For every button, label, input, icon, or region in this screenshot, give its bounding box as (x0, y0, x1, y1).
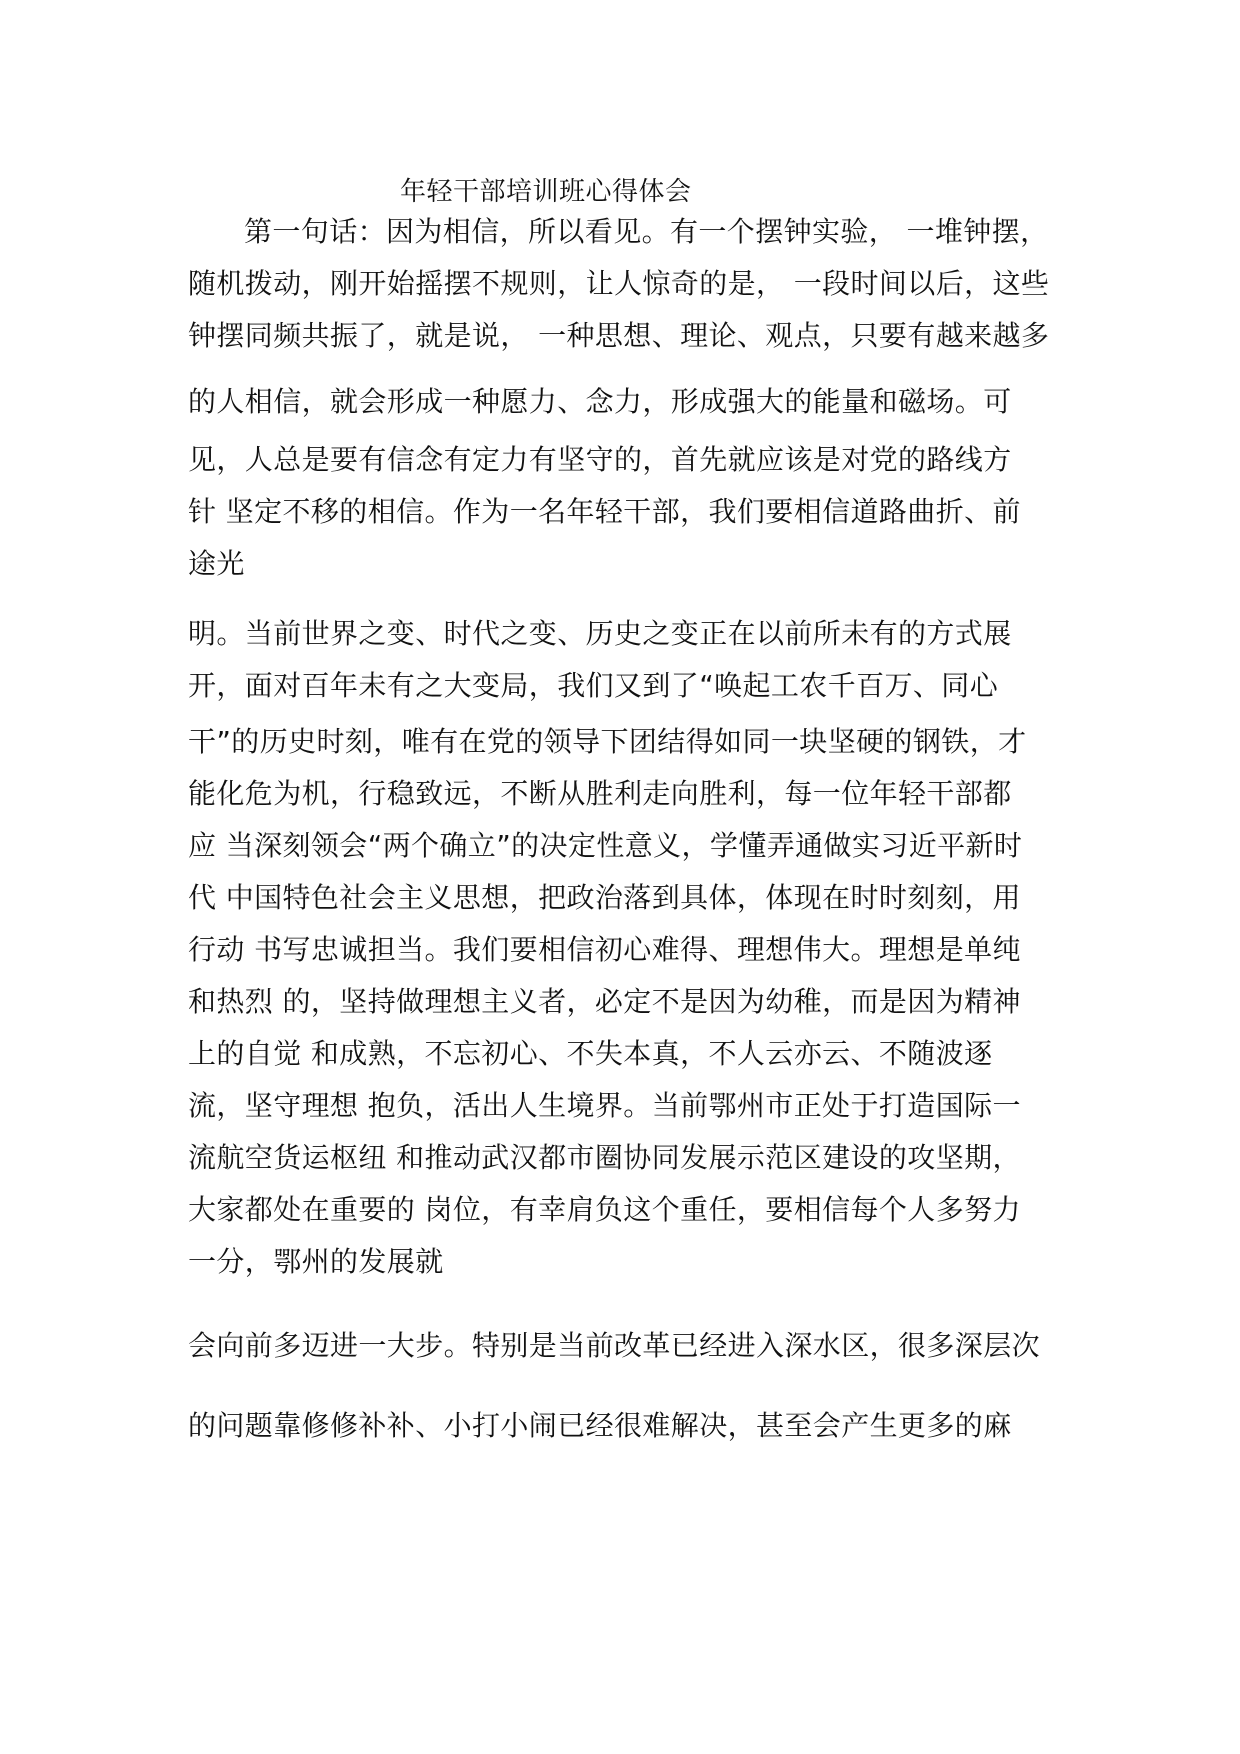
paragraph-line: 应 当深刻领会“两个确立”的决定性意义，学懂弄通做实习近平新时 (188, 829, 1023, 862)
paragraph-line: 的问题靠修修补补、小打小闹已经很难解决，甚至会产生更多的麻 (188, 1409, 1012, 1442)
paragraph-line: 和热烈 的，坚持做理想主义者，必定不是因为幼稚，而是因为精神 (188, 985, 1021, 1018)
document-title: 年轻干部培训班心得体会 (400, 177, 692, 207)
paragraph-line: 会向前多迈进一大步。特别是当前改革已经进入深水区，很多深层次 (188, 1329, 1041, 1362)
paragraph-line: 随机拨动，刚开始摇摆不规则，让人惊奇的是， 一段时间以后，这些 (188, 267, 1050, 300)
paragraph-line: 干”的历史时刻，唯有在党的领导下团结得如同一块坚硬的钢铁，才 (188, 725, 1027, 758)
paragraph-line: 开，面对百年未有之大变局，我们又到了“唤起工农千百万、同心 (188, 669, 999, 702)
paragraph-line: 大家都处在重要的 岗位，有幸肩负这个重任，要相信每个人多努力 (188, 1193, 1021, 1226)
paragraph-line: 上的自觉 和成熟，不忘初心、不失本真，不人云亦云、不随波逐 (188, 1037, 993, 1070)
paragraph-line: 行动 书写忠诚担当。我们要相信初心难得、理想伟大。理想是单纯 (188, 933, 1021, 966)
paragraph-line: 的人相信，就会形成一种愿力、念力，形成强大的能量和磁场。可 (188, 385, 1012, 418)
paragraph-line: 明。当前世界之变、时代之变、历史之变正在以前所未有的方式展 (188, 617, 1012, 650)
paragraph-line: 能化危为机，行稳致远，不断从胜利走向胜利，每一位年轻干部都 (188, 777, 1012, 810)
paragraph-line: 代 中国特色社会主义思想，把政治落到具体，体现在时时刻刻，用 (188, 881, 1021, 914)
paragraph-line: 见，人总是要有信念有定力有坚守的，首先就应该是对党的路线方 (188, 443, 1012, 476)
paragraph-line: 第一句话：因为相信，所以看见。有一个摆钟实验， 一堆钟摆， (244, 215, 1049, 248)
paragraph-line: 途光 (188, 547, 245, 580)
paragraph-line: 流航空货运枢纽 和推动武汉都市圈协同发展示范区建设的攻坚期， (188, 1141, 1021, 1174)
paragraph-line: 针 坚定不移的相信。作为一名年轻干部，我们要相信道路曲折、前 (188, 495, 1021, 528)
paragraph-line: 流，坚守理想 抱负，活出人生境界。当前鄂州市正处于打造国际一 (188, 1089, 1021, 1122)
paragraph-line: 一分，鄂州的发展就 (188, 1245, 444, 1278)
paragraph-line: 钟摆同频共振了，就是说， 一种思想、理论、观点，只要有越来越多 (188, 319, 1050, 352)
